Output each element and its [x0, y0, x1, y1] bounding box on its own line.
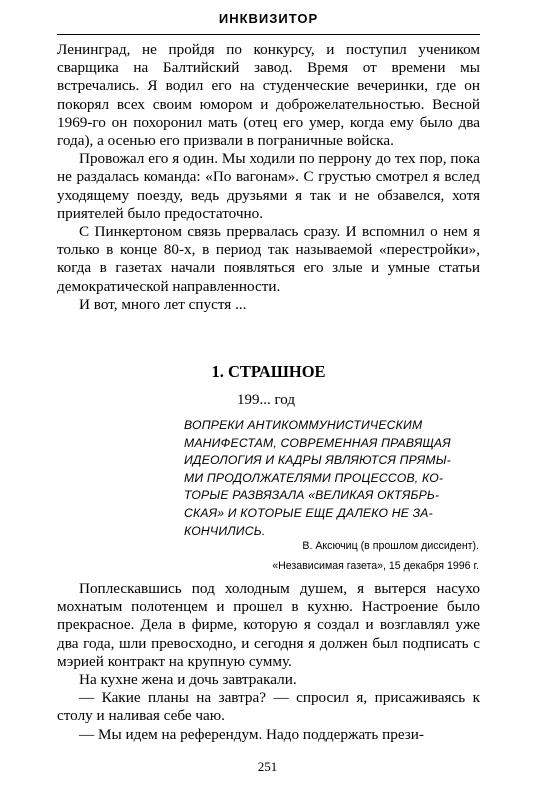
epigraph-line: МИ ПРОДОЛЖАТЕЛЯМИ ПРОЦЕССОВ, КО-	[184, 470, 444, 485]
paragraph: Ленинград, не пройдя по конкурсу, и поступил учеником сварщика на Балтийский завод. Время от времени мы встречались. Я водил его на студенческие вечеринки, где он покорял всех своим юмором и доброжелательностью. Весной 1969-го он похоронил мать (отец его умер, когда ему было два года), а осенью его призвали в пограничные войска.	[57, 41, 480, 150]
paragraph: На кухне жена и дочь завтракали.	[79, 671, 297, 689]
epigraph-line: ВОПРЕКИ АНТИКОММУНИСТИЧЕСКИМ	[184, 418, 423, 432]
chapter-title: 1. СТРАШНОЕ	[211, 362, 326, 381]
epigraph-line: КОНЧИЛИСЬ.	[184, 523, 266, 538]
paragraph: С Пинкертоном связь прервалась сразу. И вспомнил о нем я только в конце 80-х, в период так называемой «перестройки», когда в газетах начали появляться его злые и умные статьи демократической направленности.	[57, 223, 480, 295]
body-text-bottom	[57, 580, 480, 744]
chapter-date: 199... год	[237, 392, 295, 408]
epigraph-line: СКАЯ» И КОТОРЫЕ ЕЩЕ ДАЛЕКО НЕ ЗА-	[184, 505, 433, 520]
paragraph: Провожал его я один. Мы ходили по перрону до тех пор, пока не раздалась команда: «По вагонам». С грустью смотрел я вслед уходящему поезду, ведь друзьями я так и не обзавелся, хотя приятелей было предостаточно.	[57, 150, 480, 222]
epigraph-line: МАНИФЕСТАМ, СОВРЕМЕННАЯ ПРАВЯЩАЯ	[184, 435, 451, 450]
page-number: 251	[257, 759, 278, 774]
epigraph	[184, 417, 479, 540]
paragraph: — Мы идем на референдум. Надо поддержать прези-	[79, 725, 424, 743]
epigraph-line: ИДЕОЛОГИЯ И КАДРЫ ЯВЛЯЮТСЯ ПРЯМЫ-	[184, 453, 451, 468]
epigraph-source: «Независимая газета», 15 декабря 1996 г.	[272, 560, 479, 572]
paragraph: И вот, много лет спустя ...	[79, 295, 247, 313]
paragraph: Поплескавшись под холодным душем, я вытерся насухо мохнатым полотенцем и прошел в кухню. Настроение было прекрасное. Дела в фирме, которую я создал и возглавлял уже два года, шли превосходно, и сегодня я должен был подписать с мэрией контракт на крупную сумму.	[57, 580, 480, 670]
epigraph-line: ТОРЫЕ РАЗВЯЗАЛА «ВЕЛИКАЯ ОКТЯБРЬ-	[184, 488, 440, 503]
epigraph-author: В. Аксючиц (в прошлом диссидент).	[302, 540, 479, 552]
paragraph: — Какие планы на завтра? — спросил я, присаживаясь к столу и наливая себе чаю.	[57, 689, 480, 725]
body-text-top	[57, 41, 480, 314]
running-head: ИНКВИЗИТОР	[218, 11, 319, 26]
header-rule	[57, 34, 480, 35]
